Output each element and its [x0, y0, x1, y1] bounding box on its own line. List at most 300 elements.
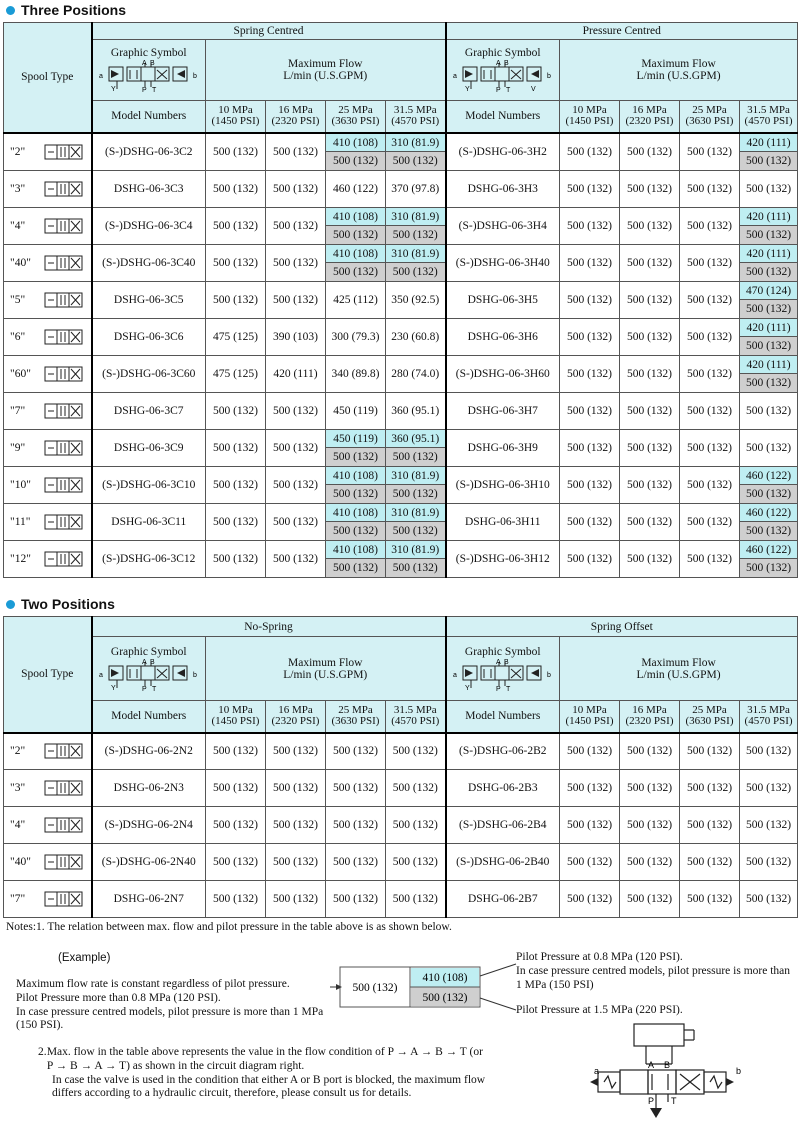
- flow-value-cell: 500 (132): [206, 807, 266, 844]
- flow-value-high-pilot: 500 (132): [740, 559, 797, 577]
- circuit-label-P: P: [648, 1096, 655, 1106]
- flow-value-high-pilot: 500 (132): [326, 152, 385, 170]
- model-number: (S-)DSHG-06-2N40: [92, 844, 206, 881]
- flow-value-cell: 500 (132): [560, 392, 620, 429]
- flow-value-cell: 280 (74.0): [386, 355, 446, 392]
- flow-value-cell: 500 (132): [680, 355, 740, 392]
- flow-value-cell: [386, 466, 446, 503]
- pressure-mpa: 10 MPa: [572, 703, 607, 716]
- flow-value-cell: 230 (60.8): [386, 318, 446, 355]
- flow-value-cell: 500 (132): [620, 392, 680, 429]
- flow-value-low-pilot: 420 (111): [740, 356, 797, 374]
- example-right-text: [516, 951, 796, 992]
- flow-value-cell: 500 (132): [560, 429, 620, 466]
- model-number: (S-)DSHG-06-3H12: [446, 540, 560, 577]
- spool-type-label: "40": [10, 856, 31, 868]
- pressure-header: [326, 701, 386, 733]
- spool-symbol-icon: [44, 743, 84, 759]
- flow-value-cell: 500 (132): [206, 244, 266, 281]
- table-row: [4, 170, 798, 207]
- spool-symbol-icon: [44, 477, 84, 493]
- flow-value-cell: 500 (132): [326, 770, 386, 807]
- symbol-label-Y: Y: [110, 684, 116, 692]
- flow-value-cell: [740, 466, 798, 503]
- symbol-label-a: a: [98, 73, 103, 80]
- symbol-label-T: T: [505, 87, 511, 93]
- pressure-mpa: 16 MPa: [632, 103, 667, 116]
- example-left-line-2: Pilot Pressure more than 0.8 MPa (120 PSI).: [16, 991, 221, 1004]
- flow-value-low-pilot: 460 (122): [740, 467, 797, 485]
- flow-value-low-pilot: 410 (108): [326, 541, 385, 559]
- flow-value-cell: 500 (132): [206, 133, 266, 171]
- graphic-symbol-label: Graphic Symbol: [110, 645, 187, 658]
- flow-value-cell: 450 (119): [326, 392, 386, 429]
- flow-value-low-pilot: 410 (108): [326, 245, 385, 263]
- flow-value-high-pilot: 500 (132): [740, 374, 797, 392]
- flow-value-cell: 500 (132): [326, 733, 386, 770]
- spool-type-label: "60": [10, 367, 31, 380]
- symbol-label-P: P: [495, 87, 501, 93]
- flow-value-cell: 500 (132): [560, 355, 620, 392]
- spool-symbol-icon: [44, 854, 84, 870]
- left-group-header: Spring Centred: [92, 23, 446, 40]
- two-positions-table: [3, 616, 798, 918]
- flow-value-low-pilot: 410 (108): [326, 504, 385, 522]
- symbol-label-A: A: [495, 60, 501, 67]
- flow-value-cell: 500 (132): [740, 807, 798, 844]
- pressure-psi: (2320 PSI): [625, 115, 674, 128]
- flow-value-high-pilot: 500 (132): [386, 263, 445, 281]
- flow-value-cell: 475 (125): [206, 355, 266, 392]
- flow-value-cell: 500 (132): [560, 733, 620, 770]
- spool-type-cell: [4, 503, 92, 540]
- pressure-header: [680, 101, 740, 133]
- spool-type-label: "9": [10, 441, 26, 454]
- spool-type-cell: [4, 133, 92, 171]
- spool-type-cell: [4, 318, 92, 355]
- symbol-label-a: a: [452, 671, 457, 679]
- pressure-psi: (4570 PSI): [391, 115, 440, 128]
- flow-value-cell: 500 (132): [266, 392, 326, 429]
- spool-type-label: "4": [10, 219, 26, 232]
- flow-value-cell: [326, 429, 386, 466]
- graphic-symbol-label: Graphic Symbol: [464, 47, 541, 59]
- model-number: DSHG-06-2N7: [92, 881, 206, 918]
- pressure-header: [386, 101, 446, 133]
- pressure-psi: (1450 PSI): [211, 115, 260, 128]
- flow-value-cell: 500 (132): [206, 429, 266, 466]
- bullet-icon: [6, 6, 15, 15]
- pressure-header: [740, 101, 798, 133]
- left-max-flow-header: [206, 637, 446, 701]
- flow-value-cell: [326, 466, 386, 503]
- symbol-label-Y: Y: [464, 86, 470, 93]
- flow-value-cell: [740, 133, 798, 171]
- left-model-numbers-header: Model Numbers: [92, 701, 206, 733]
- flow-value-cell: 500 (132): [560, 881, 620, 918]
- right-max-flow-header: [560, 637, 798, 701]
- spool-symbol-icon: [44, 514, 84, 530]
- example-left-text: [16, 978, 336, 1033]
- flow-value-cell: 500 (132): [386, 733, 446, 770]
- symbol-label-b: b: [192, 73, 197, 80]
- flow-value-cell: [326, 244, 386, 281]
- spool-type-cell: [4, 392, 92, 429]
- pressure-psi: (2320 PSI): [625, 715, 674, 728]
- symbol-label-B: B: [149, 658, 155, 666]
- model-number: (S-)DSHG-06-3H2: [446, 133, 560, 171]
- model-number: DSHG-06-3H9: [446, 429, 560, 466]
- flow-value-cell: 500 (132): [680, 770, 740, 807]
- flow-value-cell: 500 (132): [620, 429, 680, 466]
- spool-type-cell: [4, 733, 92, 770]
- pressure-psi: (3630 PSI): [685, 115, 734, 128]
- model-number: DSHG-06-3H7: [446, 392, 560, 429]
- spool-type-cell: [4, 429, 92, 466]
- note-1-text: The relation between max. flow and pilot pressure in the table above is as shown below.: [47, 921, 452, 933]
- flow-value-cell: 500 (132): [740, 770, 798, 807]
- flow-value-cell: 500 (132): [740, 392, 798, 429]
- pressure-header: [386, 701, 446, 733]
- flow-value-cell: 500 (132): [326, 844, 386, 881]
- max-flow-unit: L/min (U.S.GPM): [283, 70, 368, 82]
- flow-value-cell: [740, 207, 798, 244]
- flow-value-high-pilot: 500 (132): [740, 337, 797, 355]
- pressure-mpa: 31.5 MPa: [747, 703, 790, 716]
- flow-value-low-pilot: 410 (108): [326, 467, 385, 485]
- model-number: DSHG-06-3C3: [92, 170, 206, 207]
- model-number: DSHG-06-3C5: [92, 281, 206, 318]
- model-number: (S-)DSHG-06-3H40: [446, 244, 560, 281]
- flow-value-low-pilot: 310 (81.9): [386, 134, 445, 152]
- model-number: (S-)DSHG-06-3C12: [92, 540, 206, 577]
- pressure-psi: (4570 PSI): [744, 715, 793, 728]
- pressure-mpa: 25 MPa: [692, 103, 727, 116]
- pressure-psi: (1450 PSI): [211, 715, 260, 728]
- flow-value-cell: 500 (132): [266, 770, 326, 807]
- symbol-label-T: T: [151, 685, 157, 692]
- graphic-symbol-icon: [451, 658, 555, 692]
- table-row: [4, 503, 798, 540]
- spool-type-label: "3": [10, 782, 26, 794]
- flow-value-low-pilot: 420 (111): [740, 208, 797, 226]
- flow-value-cell: 500 (132): [620, 503, 680, 540]
- flow-value-cell: 500 (132): [386, 844, 446, 881]
- flow-value-low-pilot: 460 (122): [740, 504, 797, 522]
- right-max-flow-header: [560, 40, 798, 101]
- flow-value-cell: 500 (132): [206, 844, 266, 881]
- symbol-label-a: a: [452, 73, 457, 80]
- flow-value-cell: [326, 207, 386, 244]
- pressure-psi: (2320 PSI): [271, 115, 320, 128]
- two-positions-title: Two Positions: [21, 596, 115, 612]
- flow-value-cell: [386, 207, 446, 244]
- table-row: [4, 733, 798, 770]
- circuit-label-b: b: [736, 1066, 742, 1076]
- flow-value-cell: 340 (89.8): [326, 355, 386, 392]
- flow-value-cell: 500 (132): [206, 733, 266, 770]
- flow-value-cell: [740, 318, 798, 355]
- spool-symbol-icon: [44, 218, 84, 234]
- flow-value-cell: 420 (111): [266, 355, 326, 392]
- flow-value-cell: [386, 429, 446, 466]
- model-number: (S-)DSHG-06-2B40: [446, 844, 560, 881]
- example-diagram: [330, 962, 520, 1022]
- flow-value-cell: 500 (132): [680, 881, 740, 918]
- flow-value-low-pilot: 410 (108): [326, 134, 385, 152]
- flow-value-cell: 500 (132): [266, 807, 326, 844]
- spool-type-cell: [4, 881, 92, 918]
- spool-type-label: "10": [10, 478, 31, 491]
- table-row: [4, 133, 798, 171]
- table-row: [4, 392, 798, 429]
- flow-value-cell: 500 (132): [620, 770, 680, 807]
- pressure-psi: (3630 PSI): [331, 715, 380, 728]
- flow-value-cell: 500 (132): [620, 807, 680, 844]
- left-group-header: No-Spring: [92, 617, 446, 637]
- flow-value-cell: 500 (132): [740, 844, 798, 881]
- flow-value-low-pilot: 310 (81.9): [386, 467, 445, 485]
- model-number: (S-)DSHG-06-3C4: [92, 207, 206, 244]
- symbol-label-b: b: [546, 73, 551, 80]
- flow-value-cell: 500 (132): [680, 466, 740, 503]
- flow-value-cell: 500 (132): [560, 318, 620, 355]
- pressure-mpa: 10 MPa: [218, 103, 253, 116]
- pressure-psi: (1450 PSI): [565, 715, 614, 728]
- pressure-mpa: 31.5 MPa: [747, 103, 790, 116]
- pressure-mpa: 10 MPa: [218, 703, 253, 716]
- flow-value-cell: [326, 503, 386, 540]
- flow-value-high-pilot: 500 (132): [740, 152, 797, 170]
- pressure-mpa: 25 MPa: [338, 703, 373, 716]
- right-graphic-symbol-header: [446, 637, 560, 701]
- flow-value-cell: 500 (132): [560, 503, 620, 540]
- pressure-header: [560, 701, 620, 733]
- model-number: (S-)DSHG-06-3H10: [446, 466, 560, 503]
- model-number: DSHG-06-2N3: [92, 770, 206, 807]
- table-row: [4, 244, 798, 281]
- model-number: (S-)DSHG-06-3H4: [446, 207, 560, 244]
- flow-value-high-pilot: 500 (132): [386, 485, 445, 503]
- flow-value-cell: [740, 355, 798, 392]
- model-number: (S-)DSHG-06-2N4: [92, 807, 206, 844]
- symbol-label-B: B: [503, 60, 509, 67]
- flow-value-low-pilot: 420 (111): [740, 134, 797, 152]
- table-row: [4, 881, 798, 918]
- spool-type-cell: [4, 807, 92, 844]
- pressure-mpa: 31.5 MPa: [393, 103, 437, 116]
- note-2-text-a: Max. flow in the table above represents the value in the flow condition of P → A → B → T (or P → B → A → T) as shown in the circuit diagram right.: [46, 1046, 483, 1072]
- spool-type-cell: [4, 207, 92, 244]
- spool-type-label: "6": [10, 330, 26, 343]
- spool-symbol-icon: [44, 780, 84, 796]
- table-row: [4, 355, 798, 392]
- flow-value-cell: 500 (132): [560, 133, 620, 171]
- graphic-symbol-label: Graphic Symbol: [110, 47, 187, 59]
- table-row: [4, 844, 798, 881]
- left-graphic-symbol-header: [92, 637, 206, 701]
- spool-type-cell: [4, 540, 92, 577]
- example-label: (Example): [58, 952, 111, 964]
- note-2: [38, 1046, 486, 1101]
- flow-value-low-pilot: 470 (124): [740, 282, 797, 300]
- pressure-header: [206, 101, 266, 133]
- flow-value-cell: 425 (112): [326, 281, 386, 318]
- flow-value-high-pilot: 500 (132): [386, 559, 445, 577]
- flow-value-cell: 500 (132): [680, 540, 740, 577]
- spool-type-cell: [4, 466, 92, 503]
- flow-value-high-pilot: 500 (132): [740, 263, 797, 281]
- spool-type-label: "2": [10, 745, 26, 758]
- example-right-line-3: Pilot Pressure at 1.5 MPa (220 PSI).: [516, 1004, 683, 1016]
- spool-symbol-icon: [44, 551, 84, 567]
- flow-value-cell: 475 (125): [206, 318, 266, 355]
- flow-value-high-pilot: 500 (132): [326, 522, 385, 540]
- pressure-psi: (3630 PSI): [685, 715, 734, 728]
- flow-value-cell: 500 (132): [386, 881, 446, 918]
- circuit-label-T: T: [671, 1096, 677, 1106]
- flow-value-low-pilot: 310 (81.9): [386, 504, 445, 522]
- symbol-label-V: V: [530, 86, 536, 93]
- model-number: (S-)DSHG-06-2B4: [446, 807, 560, 844]
- flow-value-cell: 500 (132): [620, 318, 680, 355]
- flow-value-high-pilot: 500 (132): [740, 300, 797, 318]
- max-flow-label: Maximum Flow: [288, 58, 363, 70]
- pressure-mpa: 10 MPa: [572, 103, 607, 116]
- flow-value-low-pilot: 410 (108): [326, 208, 385, 226]
- example-center-value: 500 (132): [352, 982, 398, 994]
- flow-value-high-pilot: 500 (132): [326, 226, 385, 244]
- flow-value-cell: [386, 244, 446, 281]
- spool-type-label: "5": [10, 293, 26, 306]
- flow-value-cell: 500 (132): [206, 207, 266, 244]
- spool-type-label: "11": [10, 515, 31, 528]
- flow-value-cell: 500 (132): [680, 503, 740, 540]
- symbol-label-B: B: [149, 60, 155, 67]
- right-group-header: Pressure Centred: [446, 23, 798, 40]
- model-number: (S-)DSHG-06-3C10: [92, 466, 206, 503]
- flow-value-low-pilot: 310 (81.9): [386, 245, 445, 263]
- flow-value-cell: 500 (132): [620, 207, 680, 244]
- flow-value-cell: 500 (132): [560, 466, 620, 503]
- model-number: (S-)DSHG-06-2N2: [92, 733, 206, 770]
- flow-value-cell: 500 (132): [740, 429, 798, 466]
- notes-prefix: Notes:: [6, 921, 37, 933]
- symbol-label-P: P: [141, 87, 147, 93]
- spool-symbol-icon: [44, 144, 84, 160]
- flow-value-high-pilot: 500 (132): [386, 226, 445, 244]
- max-flow-unit: L/min (U.S.GPM): [636, 70, 721, 82]
- flow-value-cell: 500 (132): [680, 133, 740, 171]
- graphic-symbol-label: Graphic Symbol: [464, 645, 541, 658]
- flow-value-cell: 390 (103): [266, 318, 326, 355]
- flow-value-cell: 500 (132): [560, 207, 620, 244]
- flow-value-cell: 500 (132): [266, 466, 326, 503]
- flow-value-cell: 500 (132): [266, 503, 326, 540]
- symbol-label-P: P: [495, 685, 501, 692]
- symbol-label-Y: Y: [110, 86, 116, 93]
- flow-value-low-pilot: 460 (122): [740, 541, 797, 559]
- flow-value-cell: 500 (132): [620, 355, 680, 392]
- right-group-header: Spring Offset: [446, 617, 798, 637]
- pressure-header: [266, 101, 326, 133]
- flow-value-cell: 500 (132): [560, 170, 620, 207]
- pressure-mpa: 25 MPa: [692, 703, 727, 716]
- flow-value-cell: 500 (132): [740, 881, 798, 918]
- spool-type-label: "7": [10, 893, 26, 905]
- pressure-psi: (4570 PSI): [391, 715, 440, 728]
- flow-value-cell: 500 (132): [620, 881, 680, 918]
- model-number: DSHG-06-3H3: [446, 170, 560, 207]
- pressure-psi: (4570 PSI): [744, 115, 793, 128]
- spool-symbol-icon: [44, 329, 84, 345]
- graphic-symbol-icon: [97, 658, 201, 692]
- pressure-header: [206, 701, 266, 733]
- flow-value-low-pilot: 310 (81.9): [386, 541, 445, 559]
- spool-type-cell: [4, 244, 92, 281]
- symbol-label-A: A: [141, 658, 147, 666]
- right-model-numbers-header: Model Numbers: [446, 101, 560, 133]
- flow-value-cell: 500 (132): [680, 281, 740, 318]
- flow-value-cell: 500 (132): [620, 466, 680, 503]
- flow-value-cell: 500 (132): [680, 207, 740, 244]
- model-number: DSHG-06-3H6: [446, 318, 560, 355]
- note-2-number: 2.: [38, 1046, 47, 1058]
- flow-value-cell: 500 (132): [266, 170, 326, 207]
- graphic-symbol-icon: [451, 59, 555, 93]
- flow-value-cell: 500 (132): [560, 281, 620, 318]
- flow-value-high-pilot: 500 (132): [740, 226, 797, 244]
- flow-value-high-pilot: 500 (132): [386, 152, 445, 170]
- flow-value-cell: 500 (132): [620, 244, 680, 281]
- left-graphic-symbol-header: [92, 40, 206, 101]
- flow-value-cell: 500 (132): [560, 770, 620, 807]
- flow-value-cell: 300 (79.3): [326, 318, 386, 355]
- spool-type-header: Spool Type: [4, 23, 92, 133]
- symbol-label-T: T: [505, 685, 511, 692]
- flow-value-cell: [386, 540, 446, 577]
- circuit-label-B: B: [664, 1060, 671, 1070]
- flow-value-cell: 500 (132): [620, 133, 680, 171]
- symbol-label-a: a: [98, 671, 103, 679]
- spool-type-label: "12": [10, 552, 31, 565]
- model-number: DSHG-06-3C6: [92, 318, 206, 355]
- flow-value-cell: 360 (95.1): [386, 392, 446, 429]
- table-row: [4, 540, 798, 577]
- flow-value-cell: 500 (132): [680, 844, 740, 881]
- flow-value-cell: 500 (132): [620, 281, 680, 318]
- flow-value-cell: [740, 281, 798, 318]
- three-positions-table: [3, 22, 798, 578]
- flow-value-cell: [386, 503, 446, 540]
- pressure-mpa: 16 MPa: [278, 703, 313, 716]
- symbol-label-A: A: [141, 60, 147, 67]
- spool-type-label: "2": [10, 145, 26, 158]
- spool-symbol-icon: [44, 366, 84, 382]
- symbol-label-B: B: [503, 658, 509, 666]
- spool-type-cell: [4, 281, 92, 318]
- bullet-icon: [6, 600, 15, 609]
- example-box-top: 410 (108): [422, 972, 468, 984]
- flow-value-cell: 500 (132): [206, 540, 266, 577]
- symbol-label-Y: Y: [464, 684, 470, 692]
- spool-symbol-icon: [44, 440, 84, 456]
- model-number: (S-)DSHG-06-3H60: [446, 355, 560, 392]
- spool-type-cell: [4, 355, 92, 392]
- flow-value-high-pilot: 500 (132): [326, 448, 385, 466]
- spool-type-label: "7": [10, 404, 26, 417]
- flow-value-cell: 500 (132): [266, 429, 326, 466]
